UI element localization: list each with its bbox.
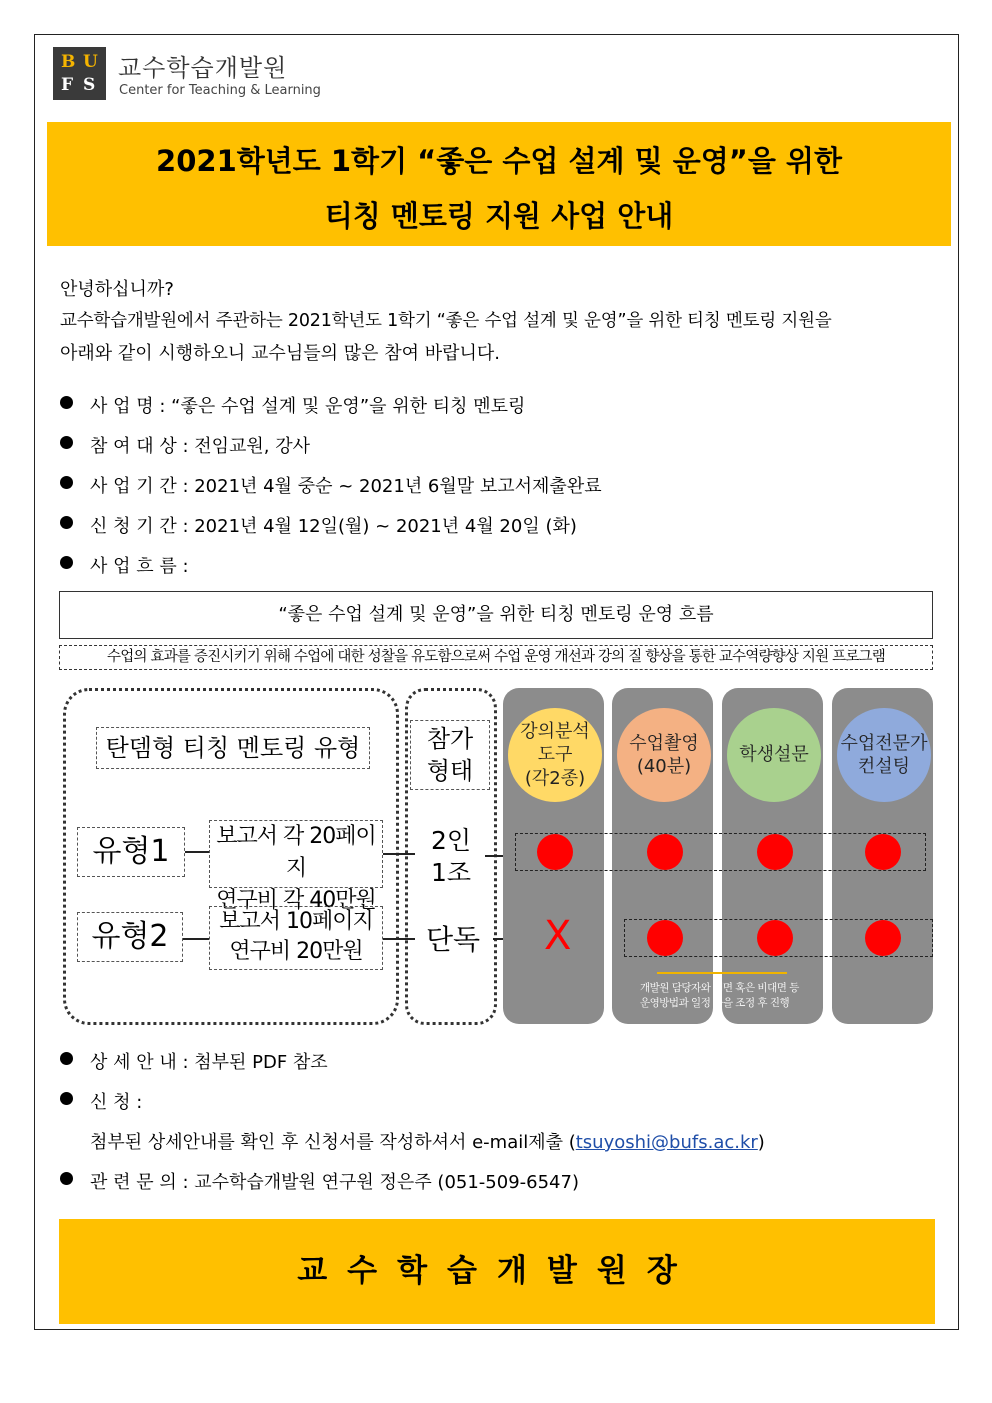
circle-label: 학생설문 [739, 744, 809, 766]
logo-letter: S [83, 75, 96, 95]
intro-line: 교수학습개발원에서 주관하는 2021학년도 1학기 “좋은 수업 설계 및 운영”을 위한 티칭 멘토링 지원을 [60, 311, 832, 331]
type2-label: 유형2 [77, 912, 183, 962]
type1-report: 보고서 각 20페이지 [216, 824, 376, 881]
item-contact: 관 련 문 의 : 교수학습개발원 연구원 정은주 (051-509-6547) [90, 1172, 579, 1193]
circle-label: 수업촬영 [629, 732, 699, 754]
intro-line: 아래와 같이 시행하오니 교수님들의 많은 참여 바랍니다. [60, 343, 500, 364]
item-flow: 사 업 흐 름 : [90, 556, 189, 577]
type1-desc [209, 820, 383, 913]
type2-report: 보고서 10페이지 [219, 909, 373, 934]
item-detail: 상 세 안 내 : 첨부된 PDF 참조 [90, 1052, 328, 1073]
bullet-icon [60, 1172, 73, 1185]
apply-text: ) [757, 1132, 765, 1153]
dot-type2-consulting [865, 920, 901, 956]
type1-form-line: 2인 [430, 826, 472, 855]
bufs-logo [53, 47, 106, 100]
circle-label: 컨설팅 [857, 756, 911, 777]
bullet-icon [60, 436, 73, 449]
title-banner [47, 122, 951, 246]
bullet-icon [60, 1092, 73, 1105]
dot-type2-survey [757, 920, 793, 956]
flow-subtitle: 수업의 효과를 증진시키기 위해 수업에 대한 성찰을 유도함으로써 수업 운영 개선과 강의 질 향상을 통한 교수역량향상 지원 프로그램 [59, 645, 933, 670]
circle-survey [727, 708, 821, 802]
type-heading: 탄뎀형 티칭 멘토링 유형 [96, 727, 370, 769]
type1-label: 유형1 [77, 827, 185, 877]
dot-type1-recording [647, 834, 683, 870]
dot-type1-consulting [865, 834, 901, 870]
item-target: 참 여 대 상 : 전임교원, 강사 [90, 436, 310, 457]
connector-line [383, 938, 415, 940]
title-line-1: 2021학년도 1학기 “좋은 수업 설계 및 운영”을 위한 [156, 144, 842, 178]
circle-recording [617, 708, 711, 802]
circle-consulting [837, 708, 931, 802]
connector-line [183, 938, 209, 940]
circle-label: 도구 [537, 744, 573, 766]
dot-type1-survey [757, 834, 793, 870]
circle-analysis-tool [508, 708, 602, 802]
participation-heading-line: 형태 [426, 757, 474, 785]
org-subtitle: Center for Teaching & Learning [119, 83, 321, 98]
bullet-icon [60, 476, 73, 489]
x-mark-icon: X [544, 913, 572, 959]
bullet-icon [60, 556, 73, 569]
circle-label: (40분) [636, 756, 692, 777]
item-project-name: 사 업 명 : “좋은 수업 설계 및 운영”을 위한 티칭 멘토링 [90, 396, 526, 417]
bullet-icon [60, 1052, 73, 1065]
type1-form-line: 1조 [430, 858, 472, 887]
greeting: 안녕하십니까? [60, 279, 174, 300]
item-apply: 신 청 : [90, 1092, 143, 1113]
apply-text: 첨부된 상세안내를 확인 후 신청서를 작성하셔서 e-mail제출 ( [90, 1132, 576, 1153]
type1-form [421, 825, 481, 889]
note-line: 개발원 담당자와 대면 혹은 비대면 등 [640, 982, 799, 994]
participation-heading [410, 720, 490, 790]
circle-label: (각2종) [524, 767, 586, 789]
logo-letter: B [61, 52, 76, 72]
email-link[interactable]: tsuyoshi@bufs.ac.kr [575, 1132, 758, 1153]
title-line-2: 티칭 멘토링 지원 사업 안내 [324, 199, 674, 233]
connector-line [185, 851, 209, 853]
note-underline [657, 972, 787, 974]
signature-banner: 교수학습개발원장 [59, 1219, 935, 1324]
connector-line [383, 853, 415, 855]
org-name: 교수학습개발원 [118, 54, 288, 82]
bullet-icon [60, 516, 73, 529]
participation-heading-line: 참가 [426, 725, 474, 753]
logo-letter: F [61, 75, 74, 95]
type2-form: 단독 [425, 923, 481, 956]
type2-desc [209, 906, 383, 970]
logo-letter: U [83, 52, 98, 72]
bullet-icon [60, 396, 73, 409]
note-line: 운영방법과 일정 등을 조정 후 진행 [640, 997, 790, 1009]
apply-instructions [90, 1128, 765, 1154]
circle-label: 강의분석 [520, 720, 590, 742]
type1-budget: 연구비 각 40만원 [216, 888, 376, 913]
item-apply-period: 신 청 기 간 : 2021년 4월 12일(월) ~ 2021년 4월 20일 (화) [90, 516, 577, 537]
item-period: 사 업 기 간 : 2021년 4월 중순 ~ 2021년 6월말 보고서제출완료 [90, 476, 602, 497]
dot-type2-recording [647, 920, 683, 956]
flow-title: “좋은 수업 설계 및 운영”을 위한 티칭 멘토링 운영 흐름 [59, 591, 933, 639]
circle-label: 수업전문가 [840, 732, 928, 754]
dot-type1-analysis [537, 834, 573, 870]
type2-budget: 연구비 20만원 [229, 939, 363, 964]
